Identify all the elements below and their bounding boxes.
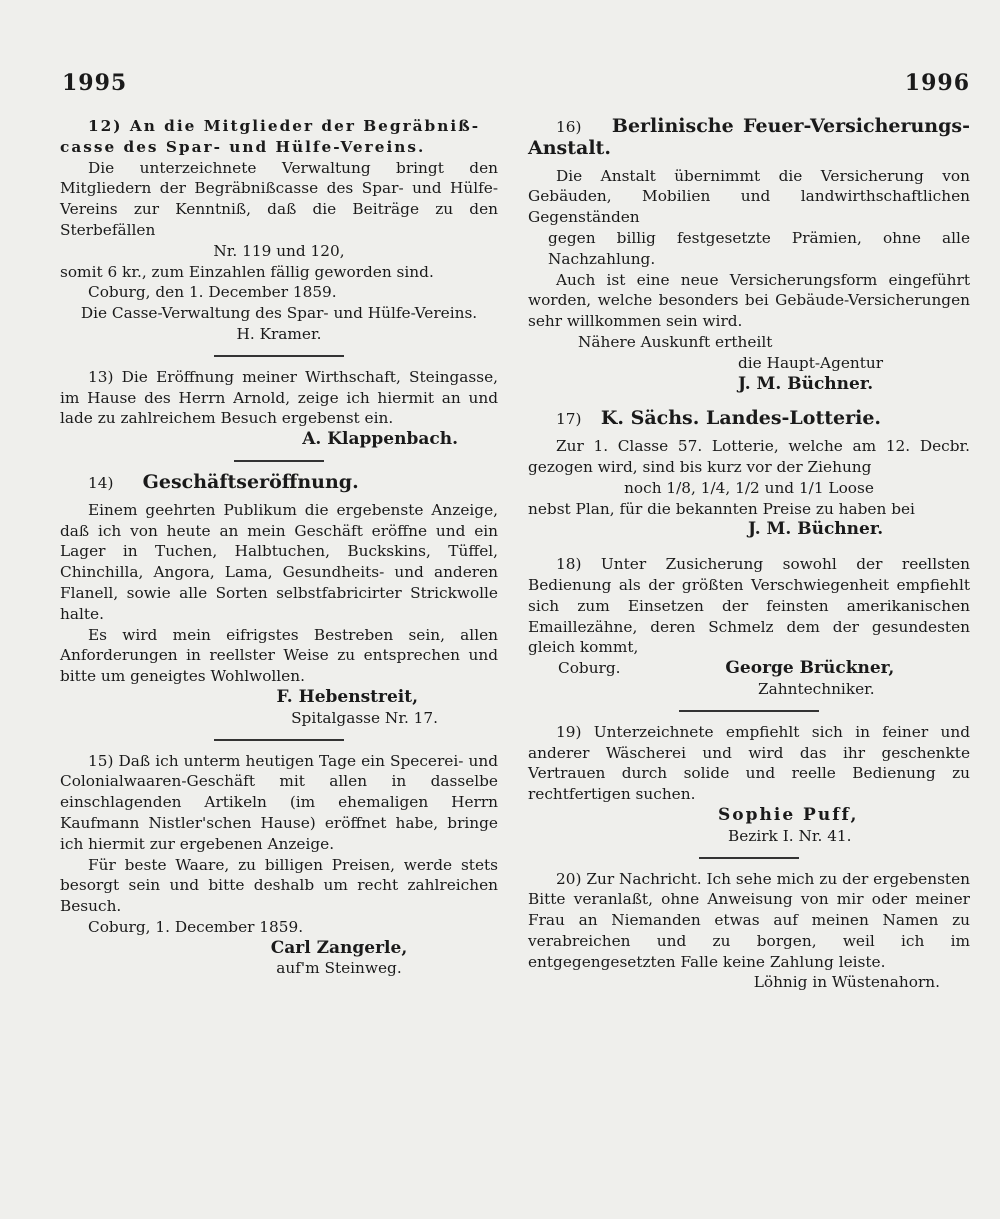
ad-16 — [528, 116, 970, 394]
ad-19-body: 19) Unterzeichnete empfiehlt sich in feiner und anderer Wäscherei und wird das ihr geschenkte Vertrauen durch solide und reelle Bedienung zu rechtfertigen suchen. — [528, 722, 970, 804]
ad-12-signer: Die Casse-Verwaltung des Spar- und Hülfe-Vereins. — [80, 304, 478, 323]
ad-17-title: K. Sächs. Landes-Lotterie. — [600, 407, 882, 430]
ad-18-signature: George Brückner, — [725, 658, 895, 679]
ad-14-title: Geschäftseröffnung. — [142, 470, 359, 493]
right-page-number: 1996 — [904, 70, 970, 96]
ad-18-place: Coburg. — [558, 659, 621, 678]
ad-13-signature: A. Klappenbach. — [302, 429, 458, 450]
ad-15-signature: Carl Zangerle, — [270, 937, 408, 958]
ad-17-signature: J. M. Büchner. — [748, 519, 884, 540]
ad-15-address: auf'm Steinweg. — [276, 959, 402, 978]
ad-16-number: 16) — [556, 118, 582, 136]
ad-17-number: 17) — [556, 410, 582, 429]
ad-20 — [528, 869, 970, 994]
ad-16-signature: J. M. Büchner. — [738, 373, 874, 394]
ad-17-body-3: nebst Plan, für die bekannten Preise zu haben bei — [528, 499, 915, 518]
divider — [699, 857, 799, 859]
ad-16-title: Berlinische Feuer-Versicherungs-Anstalt. — [528, 115, 970, 159]
ad-15 — [60, 751, 498, 980]
ad-12-due: somit 6 kr., zum Einzahlen fällig geworden sind. — [60, 262, 434, 281]
ad-19 — [528, 722, 970, 847]
ad-18-sigline — [528, 658, 970, 679]
ad-12-heading: 12) An die Mitglieder der Begräbniß-casse des Spar- und Hülfe-Vereins. — [60, 117, 481, 156]
ad-17-body-1: Zur 1. Classe 57. Lotterie, welche am 12. Decbr. gezogen wird, sind bis kurz vor der Ziehung — [528, 437, 970, 476]
ad-13 — [60, 367, 498, 450]
ad-17 — [528, 408, 970, 540]
ad-12-numbers: Nr. 119 und 120, — [213, 241, 345, 260]
ad-16-info: Nähere Auskunft ertheilt — [578, 332, 773, 351]
ad-14-body-2: Es wird mein eifrigstes Bestreben sein, allen Anforderungen in reellster Weise zu entsprechen und bitte um geneigtes Wohlwollen. — [60, 625, 498, 686]
ad-17-body-2: noch 1/8, 1/4, 1/2 und 1/1 Loose — [624, 478, 874, 497]
ad-14-number: 14) — [88, 473, 114, 492]
ad-14-signature: F. Hebenstreit, — [276, 686, 418, 707]
ad-16-agency: die Haupt-Agentur — [738, 353, 884, 372]
divider — [214, 739, 344, 741]
ad-12-body: Die unterzeichnete Verwaltung bringt den Mitgliedern der Begräbnißcasse des Spar- und Hülfe-Vereins zur Kenntniß, daß die Beiträge zu den Sterbefällen — [60, 158, 498, 239]
ad-16-title-line — [528, 116, 970, 160]
ad-19-address: Bezirk I. Nr. 41. — [728, 826, 852, 845]
ad-12 — [60, 116, 498, 345]
divider — [679, 710, 819, 712]
ad-13-body: 13) Die Eröffnung meiner Wirthschaft, Steingasse, im Hause des Herrn Arnold, zeige ich hiermit an und lade zu zahlreichem Besuch ergebenst ein. — [60, 367, 498, 428]
divider — [214, 355, 344, 357]
ad-16-body-3: Auch ist eine neue Versicherungsform eingeführt worden, welche besonders bei Gebäude-Versicherungen sehr willkommen sein wird. — [528, 270, 970, 331]
ad-15-place-date: Coburg, 1. December 1859. — [88, 917, 304, 936]
ad-14-address: Spitalgasse Nr. 17. — [291, 708, 438, 727]
ad-15-body-1: 15) Daß ich unterm heutigen Tage ein Specerei- und Colonialwaaren-Geschäft mit allen in dasselbe einschlagenden Artikeln (im ehemaligen Herrn Kaufmann Nistler'schen Hause) eröffnet habe, bringe ich hiermit zur ergebenen Anzeige. — [60, 751, 498, 853]
left-page-number: 1995 — [62, 70, 128, 96]
ad-20-signature: Löhnig in Wüstenahorn. — [753, 973, 940, 992]
ad-19-signature: Sophie Puff, — [718, 804, 859, 825]
ad-18 — [528, 554, 970, 700]
ad-17-title-line — [528, 408, 970, 430]
divider — [234, 460, 324, 462]
ad-14 — [60, 472, 498, 729]
ad-18-body: 18) Unter Zusicherung sowohl der reellsten Bedienung als der größten Verschwiegenheit empfiehlt sich zum Einsetzen der feinsten amerikanischen Emaillezähne, deren Schmelz dem der gesundesten gleich kommt, — [528, 555, 970, 657]
ad-12-place-date: Coburg, den 1. December 1859. — [88, 283, 337, 302]
ad-16-body-2: gegen billig festgesetzte Prämien, ohne alle Nachzahlung. — [548, 228, 970, 268]
ad-14-title-line — [60, 472, 498, 494]
ad-20-body: 20) Zur Nachricht. Ich sehe mich zu der ergebensten Bitte veranlaßt, ohne Anweisung von mir oder meiner Frau an Niemanden etwas auf meinen Namen zu verabreichen und zu borgen, weil ich im entgegengesetzten Falle keine Zahlung leiste. — [528, 869, 970, 971]
ad-18-role: Zahntechniker. — [758, 679, 875, 698]
ad-15-body-2: Für beste Waare, zu billigen Preisen, werde stets besorgt sein und bitte deshalb um recht zahlreichen Besuch. — [60, 855, 498, 916]
left-column — [60, 116, 498, 979]
right-column — [528, 116, 970, 993]
ad-14-body-1: Einem geehrten Publikum die ergebenste Anzeige, daß ich von heute an mein Geschäft eröffne und ein Lager in Tuchen, Halbtuchen, Buckskins, Tüffel, Chinchilla, Angora, Lama, Gesundheits- und anderen Flanell, sowie alle Sorten selbstfabricirter Strickwolle halte. — [60, 500, 498, 623]
ad-12-name: H. Kramer. — [236, 324, 322, 343]
ad-16-body-1: Die Anstalt übernimmt die Versicherung von Gebäuden, Mobilien und landwirthschaftlichen Gegenständen — [528, 166, 970, 227]
